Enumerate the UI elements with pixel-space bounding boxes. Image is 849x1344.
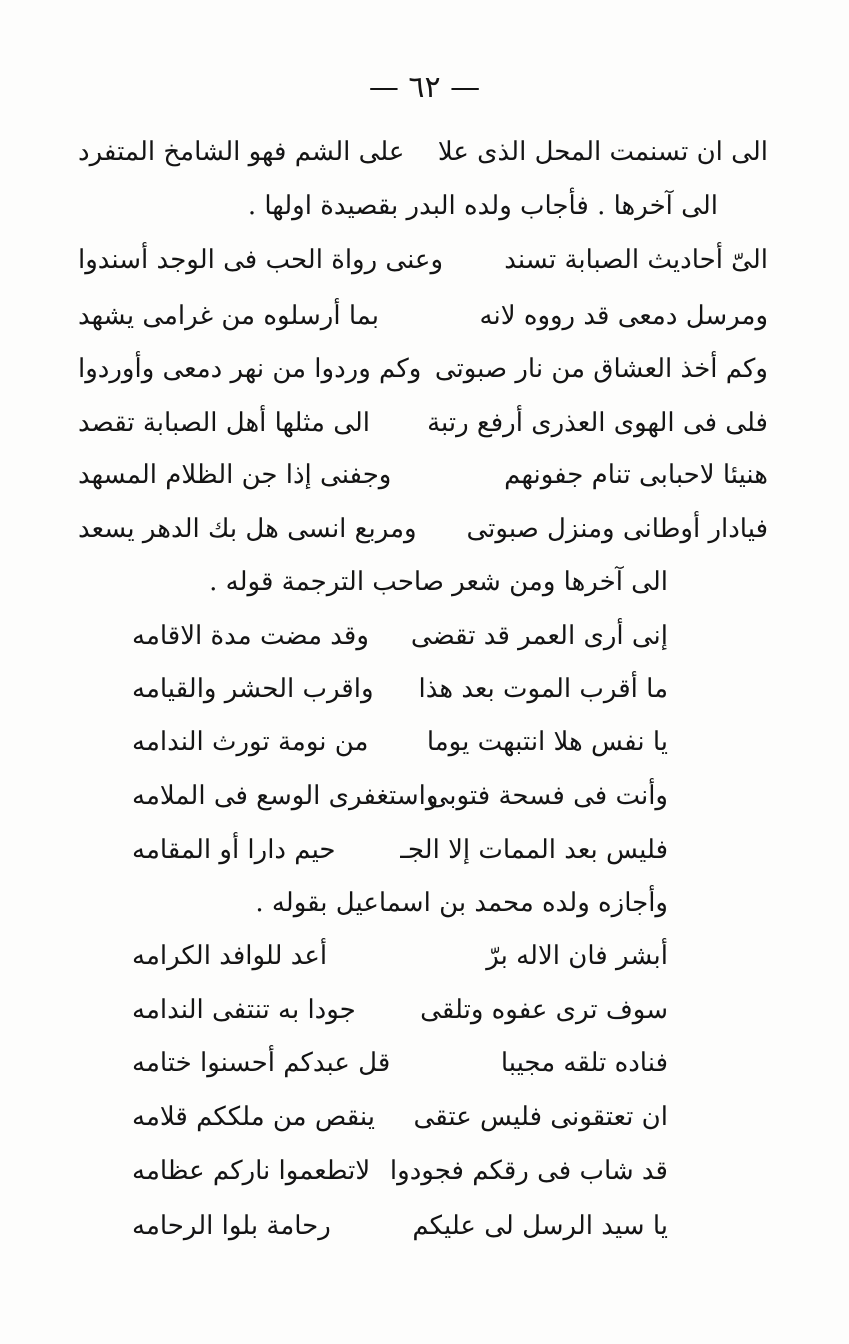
verse-first-hemistich: يا سيد الرسل لى عليكم (412, 1211, 668, 1241)
verse-first-hemistich: سوف ترى عفوه وتلقى (420, 995, 668, 1025)
verse-line (78, 296, 768, 336)
verse-second-hemistich: ينقص من ملككم قلامه (132, 1102, 375, 1132)
verse-line (132, 616, 668, 656)
prose-line: الى آخرها . فأجاب ولده البدر بقصيدة اولها . (247, 191, 718, 221)
verse-first-hemistich: وأنت فى فسحة فتوبى (427, 781, 668, 811)
page-number: — ٦٢ — (368, 70, 481, 105)
verse-line (132, 830, 668, 870)
verse-first-hemistich: ما أقرب الموت بعد هذا (418, 674, 668, 704)
verse-line (78, 455, 768, 495)
verse-line (132, 936, 668, 976)
prose-line: الى آخرها ومن شعر صاحب الترجمة قوله . (209, 567, 668, 597)
verse-first-hemistich: قد شاب فى رقكم فجودوا (389, 1156, 668, 1186)
verse-second-hemistich: رحامة بلوا الرحامه (132, 1211, 331, 1241)
verse-second-hemistich: من نومة تورث الندامه (132, 727, 369, 757)
verse-first-hemistich: ومرسل دمعى قد رووه لانه (479, 301, 768, 331)
verse-line (132, 1151, 668, 1191)
verse-line (132, 669, 668, 709)
verse-line (78, 349, 768, 389)
verse-first-hemistich: وكم أخذ العشاق من نار صبوتى (434, 354, 768, 384)
verse-line (78, 509, 768, 549)
verse-second-hemistich: بما أرسلوه من غرامى يشهد (78, 301, 380, 331)
verse-second-hemistich: واقرب الحشر والقيامه (132, 674, 374, 704)
verse-second-hemistich: على الشم فهو الشامخ المتفرد (78, 137, 405, 167)
verse-first-hemistich: الىّ أحاديث الصبابة تسند (504, 245, 768, 275)
verse-line (132, 776, 668, 816)
verse-first-hemistich: فناده تلقه مجيبا (500, 1048, 668, 1078)
verse-second-hemistich: ومربع انسى هل بك الدهر يسعد (78, 514, 417, 544)
verse-second-hemistich: حيم دارا أو المقامه (132, 835, 336, 865)
verse-second-hemistich: جودا به تنتفى الندامه (132, 995, 356, 1025)
verse-line (78, 240, 768, 280)
verse-first-hemistich: إنى أرى العمر قد تقضى (410, 621, 668, 651)
verse-second-hemistich: وعنى رواة الحب فى الوجد أسندوا (78, 245, 444, 275)
verse-line (78, 132, 768, 172)
verse-second-hemistich: وجفنى إذا جن الظلام المسهد (78, 460, 392, 490)
verse-second-hemistich: واستغفرى الوسع فى الملامه (132, 781, 439, 811)
verse-first-hemistich: ان تعتقونى فليس عتقى (413, 1102, 668, 1132)
verse-first-hemistich: فيادار أوطانى ومنزل صبوتى (466, 514, 768, 544)
verse-second-hemistich: أعد للوافد الكرامه (132, 941, 328, 971)
verse-first-hemistich: فلى فى الهوى العذرى أرفع رتبة (427, 408, 768, 438)
verse-line (78, 403, 768, 443)
verse-first-hemistich: الى ان تسنمت المحل الذى علا (437, 137, 768, 167)
verse-second-hemistich: قل عبدكم أحسنوا ختامه (132, 1048, 391, 1078)
verse-second-hemistich: وقد مضت مدة الاقامه (132, 621, 369, 651)
verse-line (132, 1043, 668, 1083)
verse-line (132, 722, 668, 762)
prose-line: وأجازه ولده محمد بن اسماعيل بقوله . (255, 888, 668, 918)
verse-second-hemistich: الى مثلها أهل الصبابة تقصد (78, 408, 371, 438)
verse-first-hemistich: هنيئا لاحبابى تنام جفونهم (504, 460, 768, 490)
verse-second-hemistich: وكم وردوا من نهر دمعى وأوردوا (78, 354, 422, 384)
verse-first-hemistich: فليس بعد الممات إلا الجـ (400, 835, 668, 865)
verse-first-hemistich: أبشر فان الاله برّ (486, 941, 668, 971)
verse-line (132, 990, 668, 1030)
verse-line (132, 1206, 668, 1246)
verse-line (132, 1097, 668, 1137)
verse-second-hemistich: لاتطعموا ناركم عظامه (132, 1156, 371, 1186)
verse-first-hemistich: يا نفس هلا انتبهت يوما (426, 727, 668, 757)
